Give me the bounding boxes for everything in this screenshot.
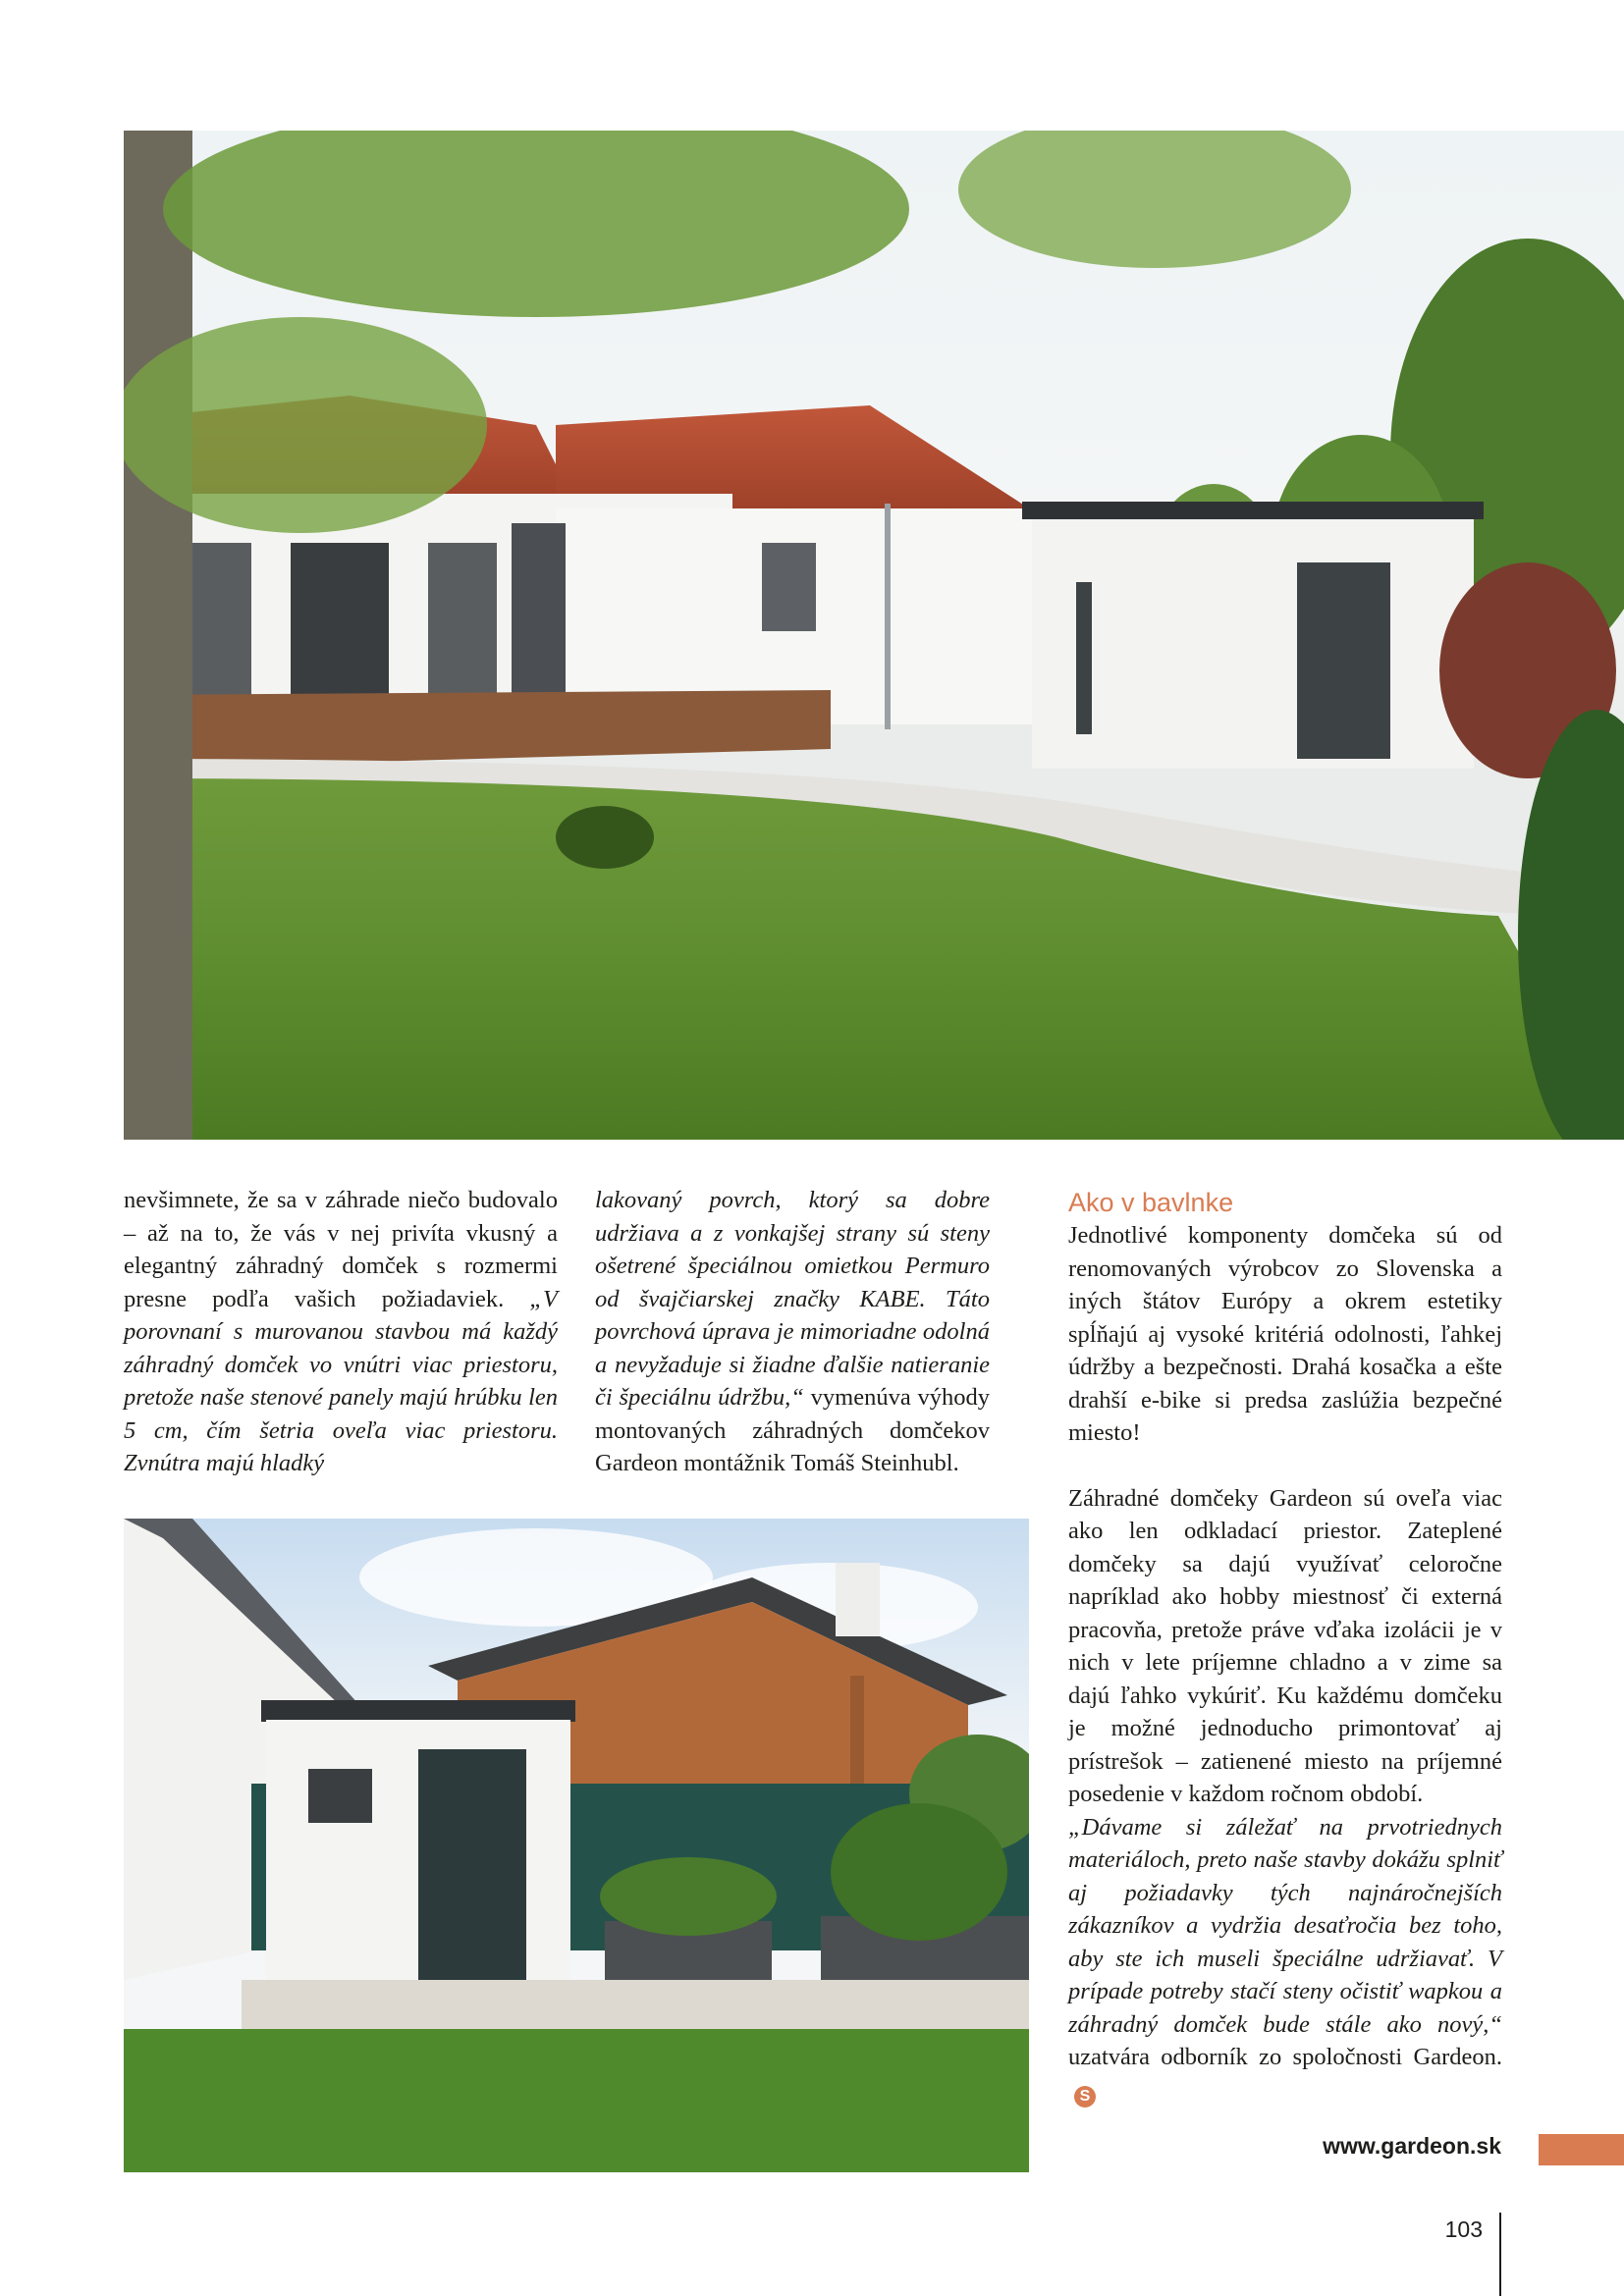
website-url: www.gardeon.sk: [1323, 2133, 1501, 2159]
text-column-1: [124, 1184, 558, 1480]
photo-garden-shed: [124, 1519, 1029, 2172]
column3-paragraph-1: Jednotlivé komponenty domčeka sú od renomovaných výrobcov zo Slovenska a iných štátov Európy a okrem estetiky spĺňajú aj vysoké kritériá odolnosti, ľahkej údržby a bezpečnosti. Drahá kosačka a ešte drahší e-bike si predsa zaslúžia bezpečné miesto!: [1068, 1222, 1502, 1446]
text-column-3: [1068, 1188, 1502, 2108]
column1-regular-text: nevšimnete, že sa v záhrade niečo budovalo – až na to, že vás v nej privíta vkusný a elegantný záhradný domček s rozmermi presne podľa vašich požiadaviek.: [124, 1187, 558, 1312]
column2-attribution: vymenúva výhody montovaných záhradných domčekov Gardeon montážnik Tomáš Steinhubl.: [595, 1384, 990, 1476]
column3-paragraph-3: [1068, 1811, 1502, 2108]
photo-house-lawn-illustration: [124, 131, 1624, 1140]
photo-garden-shed-illustration: [124, 1519, 1029, 2172]
column1-quote: „V porovnaní s murovanou stavbou má každý záhradný domček vo vnútri viac priestoru, pretože naše stenové panely majú hrúbku len 5 cm, čím šetria oveľa viac priestoru. Zvnútra majú hladký: [124, 1285, 558, 1476]
column2-body: [595, 1184, 990, 1480]
column3-paragraph-2: Záhradné domčeky Gardeon sú oveľa viac ako len odkladací priestor. Zateplené domčeky sa dajú využívať celoročne napríklad ako hobby miestnosť či externá pracovňa, pretože práve vďaka izolácii je v nich v lete príjemne chladno a v zime sa dajú ľahko vykúriť. Ku každému domčeku je možné jednoducho primontovať aj prístrešok – zatienené miesto na príjemné posedenie v každom ročnom období.: [1068, 1484, 1502, 1807]
section-heading: Ako v bavlnke: [1068, 1188, 1234, 1217]
photo-house-lawn: [124, 131, 1624, 1140]
accent-bar: [1539, 2134, 1624, 2165]
page-number: 103: [1444, 2216, 1483, 2242]
page-number-divider: [1499, 2213, 1501, 2296]
article-end-mark-icon: S: [1074, 2086, 1096, 2108]
column2-quote: lakovaný povrch, ktorý sa dobre udržiava a z vonkajšej strany sú steny ošetrené špeciálnou omietkou Permuro od švajčiarskej značky KABE. Táto povrchová úprava je mimoriadne odolná a nevyžaduje si žiadne ďalšie natieranie či špeciálnu údržbu,“: [595, 1187, 990, 1411]
text-column-2: [595, 1184, 990, 1480]
column3-closing: uzatvára odborník zo spoločnosti Gardeon.: [1068, 2044, 1502, 2070]
column3-quote: „Dávame si záležať na prvotriednych materiáloch, preto naše stavby dokážu splniť aj požiadavky tých najnáročnejších zákazníkov a vydržia desaťročia bez toho, aby ste ich museli špeciálne udržiavať. V prípade potreby stačí steny očistiť wapkou a záhradný domček bude stále ako nový,“: [1068, 1813, 1502, 2038]
column1-body: [124, 1184, 558, 1480]
